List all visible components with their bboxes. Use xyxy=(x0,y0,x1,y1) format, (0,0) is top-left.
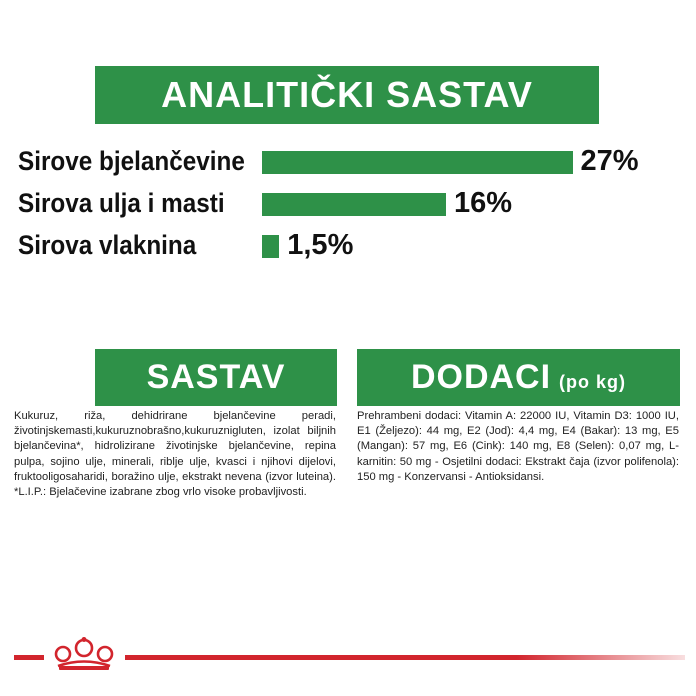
sastav-ingredients-text: Kukuruz, riža, dehidrirane bjelančevine peradi, životinjskemasti,kukuruznobrašno,kukuruznigluten, izolat biljnih bjelančevina*, hidrolizirane životinjske bjelančevine, repina pulpa, sojino ulje, minerali, riblje ulje, kvasci i njihovi dijelovi, fruktooligosaharidi, boražino ulje, ekstrakt nevena (izvor luteina). *L.I.P.: Bjelačevine izabrane zbog vrlo visoke probavljivosti. xyxy=(14,410,336,499)
analysis-label: Sirove bjelančevine xyxy=(18,146,245,176)
section-title-dodaci xyxy=(357,349,680,406)
analysis-bar xyxy=(262,193,446,216)
dodaci-additives-text: Prehrambeni dodaci: Vitamin A: 22000 IU, Vitamin D3: 1000 IU, E1 (Željezo): 44 mg, E2 (Jod): 4,4 mg, E4 (Bakar): 13 mg, E5 (Mangan): 57 mg, E6 (Cink): 140 mg, E8 (Selen): 0,07 mg, L-karnitin: 50 mg - Osjetilni dodaci: Ekstrakt čaja (izvor polifenola): 150 mg - Konzervansi - Antioksidansi. xyxy=(357,410,679,483)
analysis-label: Sirova vlaknina xyxy=(18,230,197,260)
analysis-bar xyxy=(262,151,573,174)
analysis-value: 1,5% xyxy=(287,229,354,261)
analysis-value: 16% xyxy=(454,187,513,219)
analysis-label: Sirova ulja i masti xyxy=(18,188,225,218)
section-title-analiticki-sastav: ANALITIČKI SASTAV xyxy=(95,66,599,124)
footer-rule-left xyxy=(14,655,44,660)
dodaci-heading: DODACI xyxy=(410,358,552,396)
analysis-bar xyxy=(262,235,279,258)
dodaci-heading-suffix: (po kg) xyxy=(559,372,627,392)
analysis-value: 27% xyxy=(580,145,639,177)
section-title-sastav: SASTAV xyxy=(95,349,337,406)
footer-rule xyxy=(125,655,685,660)
crown-logo-icon xyxy=(50,637,118,672)
